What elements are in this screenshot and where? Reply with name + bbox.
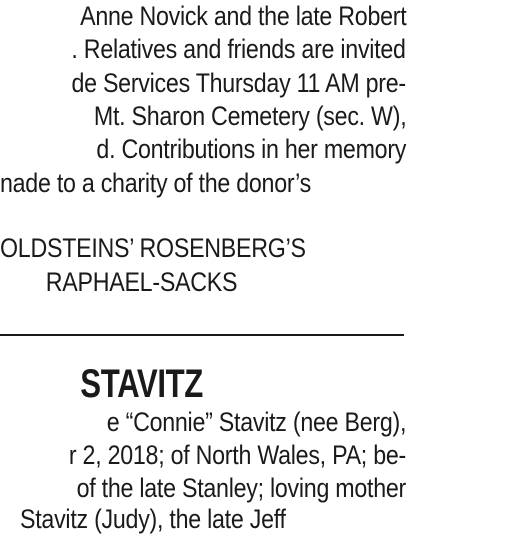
obituary-line: Anne Novick and the late Robert bbox=[79, 1, 406, 31]
obituary-line: Mt. Sharon Cemetery (sec. W), bbox=[93, 101, 406, 131]
obituary-line: of the late Stanley; loving mother bbox=[76, 473, 406, 503]
obituary-line: e “Connie” Stavitz (nee Berg), bbox=[106, 407, 406, 437]
section-divider bbox=[0, 334, 404, 336]
obituary-line: Stavitz (Judy), the late Jeff bbox=[20, 504, 286, 534]
obituary-line: d. Contributions in her memory bbox=[96, 134, 406, 164]
obituary-line: r 2, 2018; of North Wales, PA; be- bbox=[68, 440, 406, 470]
obituary-heading bbox=[0, 362, 283, 406]
funeral-home-name: RAPHAEL-SACKS bbox=[45, 267, 238, 297]
obituary-line: . Relatives and friends are invited bbox=[71, 34, 406, 64]
obituary-heading-text: STAVITZ bbox=[80, 362, 203, 406]
obituary-line: nade to a charity of the donor’s bbox=[0, 168, 312, 198]
funeral-home-names: OLDSTEINS’ ROSENBERG’S bbox=[0, 233, 306, 263]
obituary-line: de Services Thursday 11 AM pre- bbox=[71, 68, 406, 98]
